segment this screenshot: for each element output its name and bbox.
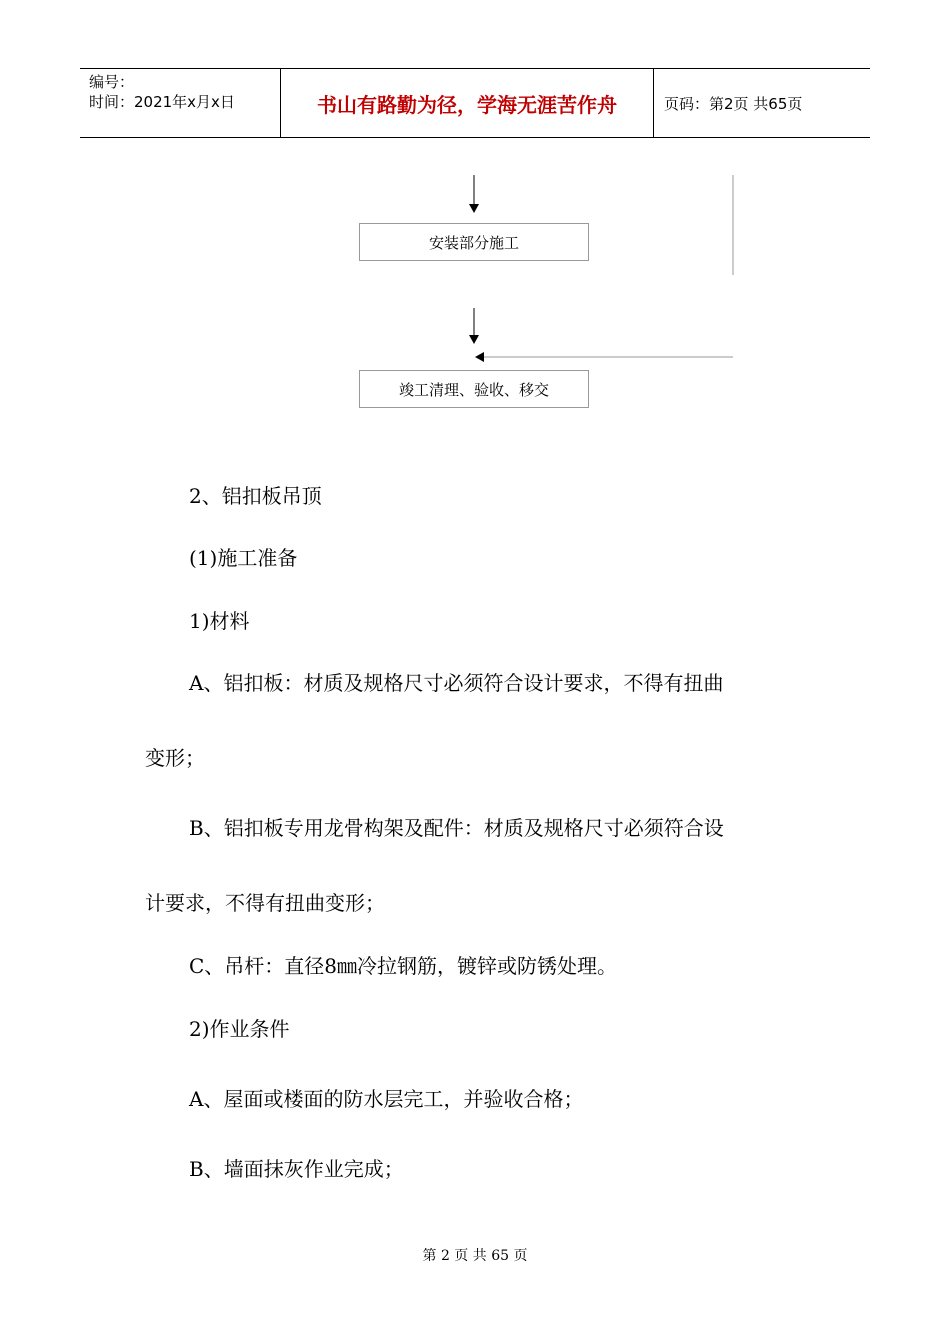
- paragraph-a-line1: A、铝扣板：材质及规格尺寸必须符合设计要求，不得有扭曲: [189, 671, 724, 695]
- arrowhead-middle: [469, 335, 479, 344]
- page-footer: 第 2 页 共 65 页: [422, 1248, 528, 1264]
- serial-label: 编号：: [89, 73, 135, 91]
- paragraph-b2: B、墙面抹灰作业完成；: [189, 1157, 404, 1181]
- item-work-conditions: 2)作业条件: [189, 1017, 290, 1041]
- subsection-title: (1)施工准备: [189, 546, 298, 570]
- paragraph-b-line2: 计要求，不得有扭曲变形；: [145, 891, 385, 915]
- paragraph-c: C、吊杆：直径8㎜冷拉钢筋，镀锌或防锈处理。: [189, 954, 618, 978]
- paragraph-a2: A、屋面或楼面的防水层完工，并验收合格；: [189, 1087, 584, 1111]
- flowchart: [0, 0, 950, 440]
- section-title: 2、铝扣板吊顶: [189, 484, 322, 508]
- paragraph-a-line2: 变形；: [145, 746, 205, 770]
- arrowhead-left: [475, 352, 484, 362]
- item-materials: 1)材料: [189, 609, 250, 633]
- arrowhead-top: [469, 204, 479, 213]
- time-label: 时间：2021年x月x日: [89, 93, 235, 111]
- paragraph-b-line1: B、铝扣板专用龙骨构架及配件：材质及规格尺寸必须符合设: [189, 816, 724, 840]
- flow-box-installation: 安装部分施工: [359, 223, 589, 261]
- header-motto: 书山有路勤为径，学海无涯苦作舟: [281, 69, 654, 137]
- flow-box-completion: 竣工清理、验收、移交: [359, 370, 589, 408]
- header-page-info: 页码：第2页 共65页: [664, 94, 803, 113]
